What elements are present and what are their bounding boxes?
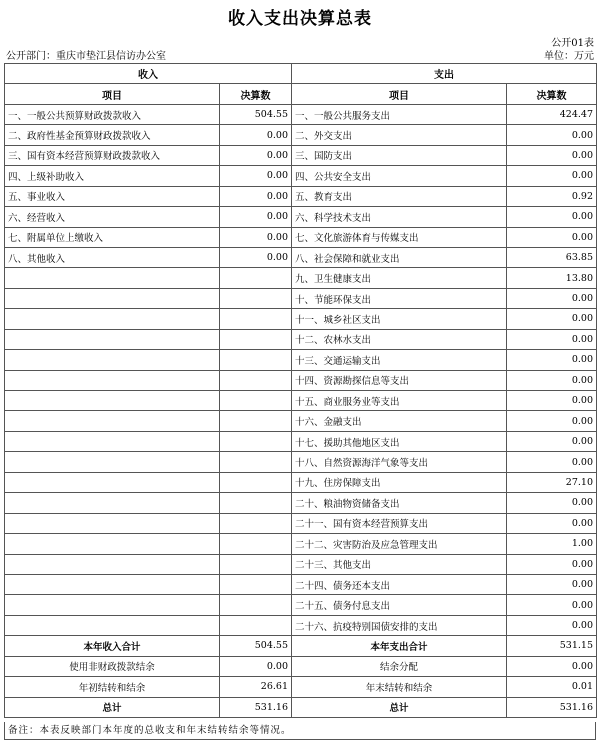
income-amount: 0.00 — [220, 207, 292, 227]
income-total-amount: 504.55 — [220, 636, 292, 656]
income-total-label: 本年收入合计 — [5, 636, 220, 656]
income-item — [5, 574, 220, 594]
income-total-amount: 0.00 — [220, 656, 292, 676]
income-item: 三、国有资本经营预算财政拨款收入 — [5, 145, 220, 165]
expense-header: 支出 — [292, 64, 597, 84]
page-title: 收入支出决算总表 — [228, 9, 372, 29]
expense-amount: 0.00 — [507, 350, 597, 370]
expense-item: 六、科学技术支出 — [292, 207, 507, 227]
income-expense-table — [4, 63, 597, 718]
expense-amount: 0.00 — [507, 309, 597, 329]
section-header-row — [5, 64, 597, 84]
table-row — [5, 370, 597, 390]
income-item — [5, 329, 220, 349]
income-header: 收入 — [5, 64, 292, 84]
income-amount-header: 决算数 — [220, 84, 292, 104]
income-amount — [220, 452, 292, 472]
income-item — [5, 391, 220, 411]
income-amount — [220, 329, 292, 349]
income-item: 七、附属单位上缴收入 — [5, 227, 220, 247]
expense-item: 十四、资源勘探信息等支出 — [292, 370, 507, 390]
expense-total-amount: 0.01 — [507, 677, 597, 697]
expense-amount-header: 决算数 — [507, 84, 597, 104]
expense-item: 十六、金融支出 — [292, 411, 507, 431]
table-row — [5, 513, 597, 533]
expense-item: 十二、农林水支出 — [292, 329, 507, 349]
expense-item: 十三、交通运输支出 — [292, 350, 507, 370]
income-amount — [220, 288, 292, 308]
expense-total-label: 本年支出合计 — [292, 636, 507, 656]
table-row — [5, 288, 597, 308]
income-total-label: 使用非财政拨款结余 — [5, 656, 220, 676]
income-item — [5, 615, 220, 635]
expense-item: 五、教育支出 — [292, 186, 507, 206]
expense-item: 一、一般公共服务支出 — [292, 104, 507, 124]
income-amount: 0.00 — [220, 145, 292, 165]
expense-item: 三、国防支出 — [292, 145, 507, 165]
expense-amount: 0.00 — [507, 595, 597, 615]
table-row — [5, 247, 597, 267]
expense-item: 二、外交支出 — [292, 125, 507, 145]
expense-total-label: 年末结转和结余 — [292, 677, 507, 697]
income-item: 四、上级补助收入 — [5, 166, 220, 186]
income-amount: 0.00 — [220, 186, 292, 206]
income-item — [5, 534, 220, 554]
expense-item: 九、卫生健康支出 — [292, 268, 507, 288]
table-row — [5, 493, 597, 513]
unit-label: 单位：万元 — [544, 51, 594, 62]
expense-amount: 63.85 — [507, 247, 597, 267]
expense-amount: 0.00 — [507, 227, 597, 247]
expense-item-header: 项目 — [292, 84, 507, 104]
table-row — [5, 145, 597, 165]
table-row — [5, 595, 597, 615]
income-item — [5, 452, 220, 472]
table-row — [5, 431, 597, 451]
income-amount — [220, 350, 292, 370]
expense-item: 十一、城乡社区支出 — [292, 309, 507, 329]
table-row — [5, 227, 597, 247]
table-row — [5, 166, 597, 186]
table-row — [5, 534, 597, 554]
expense-item: 二十五、债务付息支出 — [292, 595, 507, 615]
table-row — [5, 268, 597, 288]
table-row — [5, 411, 597, 431]
income-amount — [220, 595, 292, 615]
expense-item: 二十六、抗疫特别国债安排的支出 — [292, 615, 507, 635]
expense-item: 十八、自然资源海洋气象等支出 — [292, 452, 507, 472]
table-row — [5, 309, 597, 329]
income-item — [5, 493, 220, 513]
expense-amount: 0.00 — [507, 554, 597, 574]
income-amount: 0.00 — [220, 247, 292, 267]
expense-item: 二十三、其他支出 — [292, 554, 507, 574]
expense-amount: 0.00 — [507, 125, 597, 145]
income-item — [5, 370, 220, 390]
income-item — [5, 595, 220, 615]
income-item — [5, 411, 220, 431]
income-total-amount: 531.16 — [220, 697, 292, 717]
table-note: 备注：本表反映部门本年度的总收支和年末结转结余等情况。 — [4, 722, 596, 740]
expense-amount: 0.00 — [507, 166, 597, 186]
income-item — [5, 350, 220, 370]
table-row — [5, 350, 597, 370]
income-item: 六、经营收入 — [5, 207, 220, 227]
expense-total-amount: 531.16 — [507, 697, 597, 717]
expense-amount: 0.00 — [507, 329, 597, 349]
income-item — [5, 554, 220, 574]
income-total-label: 年初结转和结余 — [5, 677, 220, 697]
table-row — [5, 452, 597, 472]
income-item — [5, 268, 220, 288]
table-row — [5, 554, 597, 574]
expense-total-amount: 0.00 — [507, 656, 597, 676]
income-amount: 0.00 — [220, 227, 292, 247]
total-row — [5, 677, 597, 697]
income-amount — [220, 615, 292, 635]
income-amount — [220, 493, 292, 513]
expense-item: 十、节能环保支出 — [292, 288, 507, 308]
income-amount — [220, 554, 292, 574]
income-item: 八、其他收入 — [5, 247, 220, 267]
income-amount — [220, 574, 292, 594]
income-total-label: 总计 — [5, 697, 220, 717]
income-amount: 0.00 — [220, 125, 292, 145]
expense-amount: 0.00 — [507, 145, 597, 165]
expense-amount: 0.00 — [507, 574, 597, 594]
income-amount — [220, 268, 292, 288]
expense-amount: 13.80 — [507, 268, 597, 288]
total-row — [5, 656, 597, 676]
income-total-amount: 26.61 — [220, 677, 292, 697]
expense-amount: 0.00 — [507, 391, 597, 411]
expense-item: 十五、商业服务业等支出 — [292, 391, 507, 411]
income-item: 二、政府性基金预算财政拨款收入 — [5, 125, 220, 145]
expense-total-label: 结余分配 — [292, 656, 507, 676]
income-item — [5, 513, 220, 533]
income-item — [5, 309, 220, 329]
total-row — [5, 697, 597, 717]
income-item — [5, 431, 220, 451]
income-amount: 504.55 — [220, 104, 292, 124]
expense-item: 二十二、灾害防治及应急管理支出 — [292, 534, 507, 554]
expense-amount: 0.00 — [507, 370, 597, 390]
expense-amount: 0.00 — [507, 207, 597, 227]
expense-amount: 424.47 — [507, 104, 597, 124]
expense-amount: 0.00 — [507, 411, 597, 431]
income-amount: 0.00 — [220, 166, 292, 186]
table-row — [5, 574, 597, 594]
expense-total-label: 总计 — [292, 697, 507, 717]
expense-amount: 27.10 — [507, 472, 597, 492]
expense-item: 七、文化旅游体育与传媒支出 — [292, 227, 507, 247]
expense-amount: 0.00 — [507, 615, 597, 635]
expense-item: 四、公共安全支出 — [292, 166, 507, 186]
expense-item: 十七、援助其他地区支出 — [292, 431, 507, 451]
form-number-row — [4, 37, 596, 50]
expense-item: 二十、粮油物资储备支出 — [292, 493, 507, 513]
expense-amount: 0.92 — [507, 186, 597, 206]
income-item — [5, 288, 220, 308]
table-row — [5, 472, 597, 492]
expense-amount: 0.00 — [507, 493, 597, 513]
expense-total-amount: 531.15 — [507, 636, 597, 656]
income-amount — [220, 391, 292, 411]
expense-item: 八、社会保障和就业支出 — [292, 247, 507, 267]
expense-item: 二十四、债务还本支出 — [292, 574, 507, 594]
income-amount — [220, 513, 292, 533]
income-amount — [220, 309, 292, 329]
column-header-row — [5, 84, 597, 104]
expense-amount: 0.00 — [507, 431, 597, 451]
department-row — [4, 50, 596, 63]
expense-item: 二十一、国有资本经营预算支出 — [292, 513, 507, 533]
income-amount — [220, 472, 292, 492]
income-item: 一、一般公共预算财政拨款收入 — [5, 104, 220, 124]
expense-amount: 0.00 — [507, 452, 597, 472]
department-label: 公开部门：重庆市垫江县信访办公室 — [6, 51, 166, 62]
table-row — [5, 391, 597, 411]
table-row — [5, 104, 597, 124]
income-item-header: 项目 — [5, 84, 220, 104]
table-row — [5, 615, 597, 635]
table-row — [5, 186, 597, 206]
expense-amount: 0.00 — [507, 288, 597, 308]
table-row — [5, 207, 597, 227]
income-amount — [220, 370, 292, 390]
table-row — [5, 329, 597, 349]
income-amount — [220, 431, 292, 451]
expense-item: 十九、住房保障支出 — [292, 472, 507, 492]
income-amount — [220, 411, 292, 431]
table-row — [5, 125, 597, 145]
total-row — [5, 636, 597, 656]
expense-amount: 1.00 — [507, 534, 597, 554]
income-item — [5, 472, 220, 492]
income-item: 五、事业收入 — [5, 186, 220, 206]
expense-amount: 0.00 — [507, 513, 597, 533]
form-number: 公开01表 — [551, 38, 594, 49]
income-amount — [220, 534, 292, 554]
